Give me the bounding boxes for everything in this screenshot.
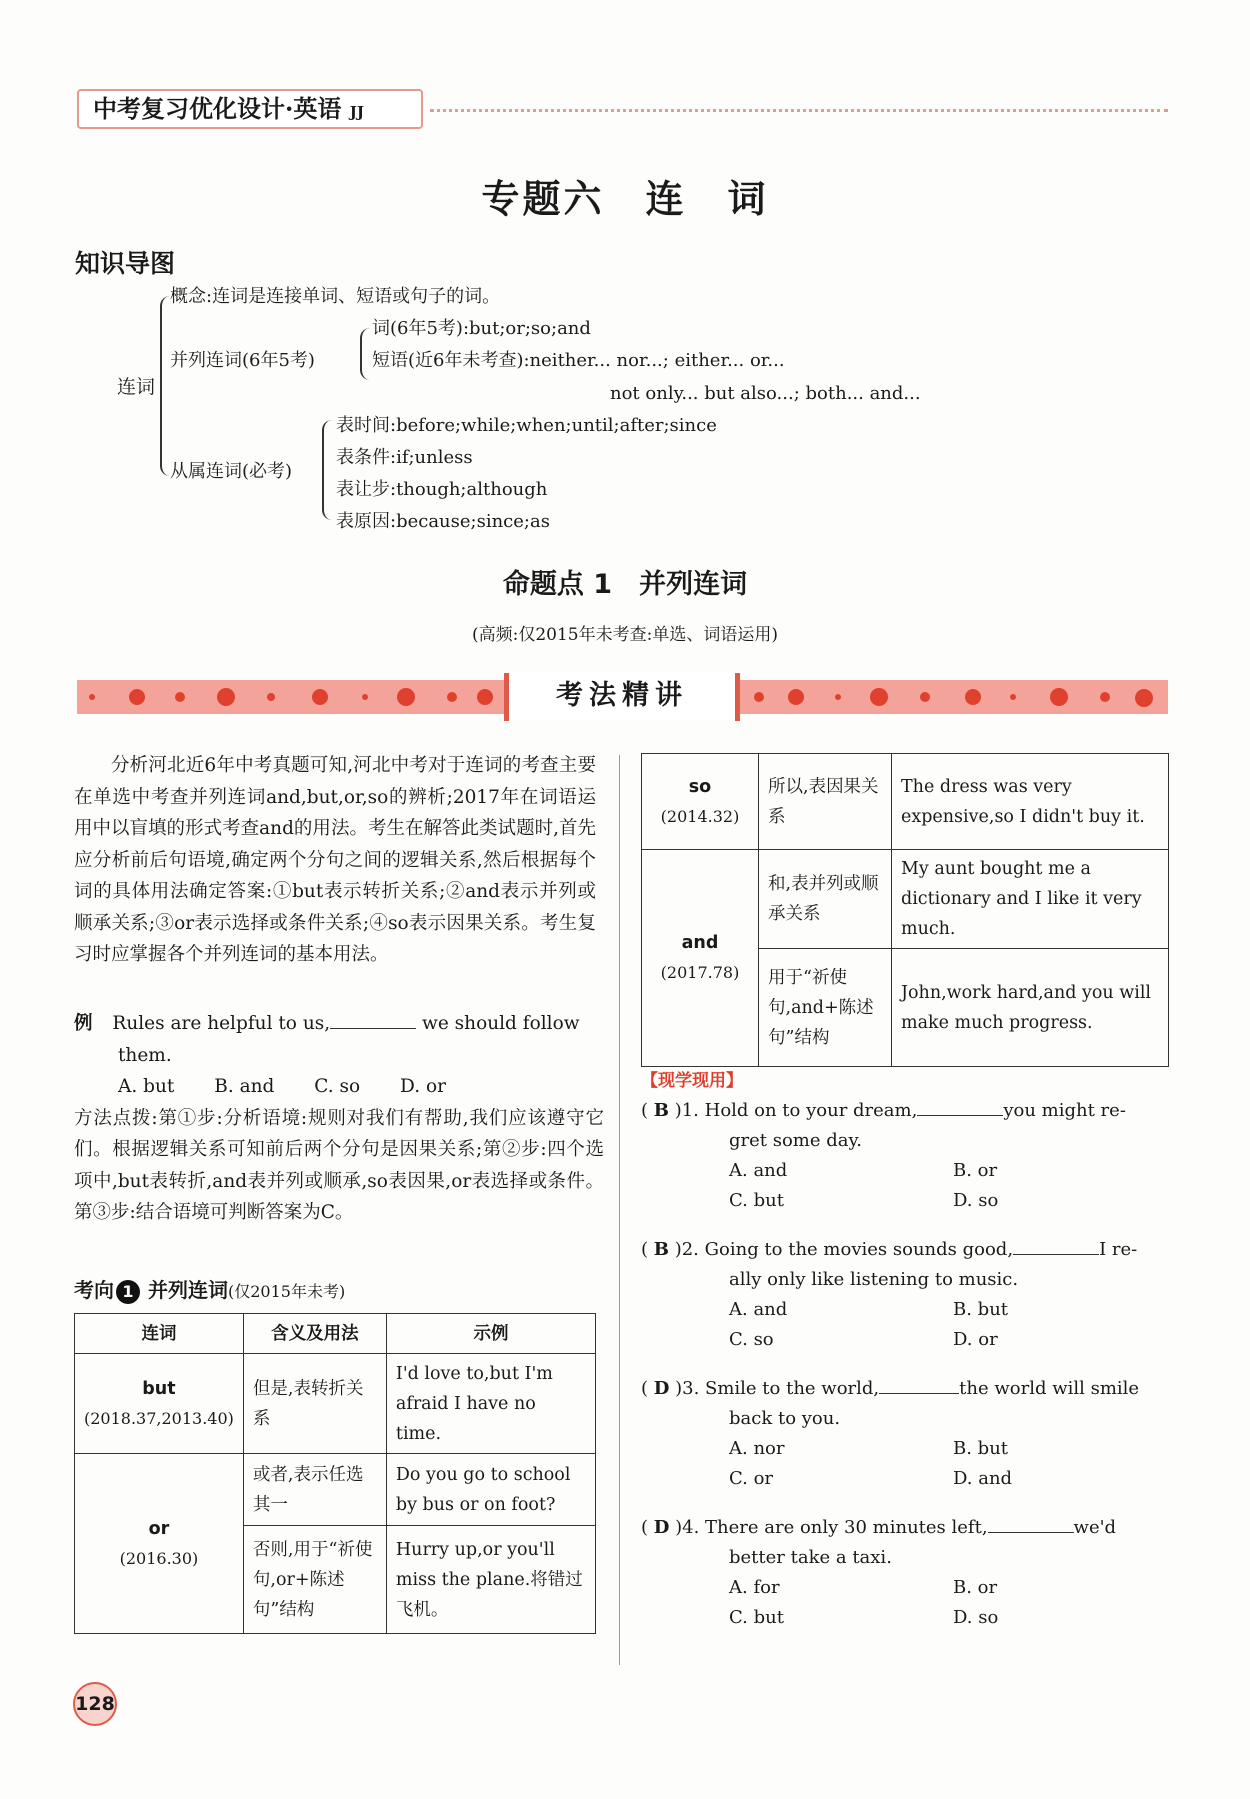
column-divider [619, 755, 620, 1665]
brace-root [160, 296, 172, 476]
book-header: 中考复习优化设计·英语 JJ [77, 89, 423, 129]
mindmap-sub-concession: 表让步:though;although [336, 479, 548, 500]
banner-right [740, 680, 1168, 714]
mindmap-title: 知识导图 [75, 249, 176, 278]
mindmap-coord-label: 并列连词(6年5考) [170, 350, 315, 371]
question-1: ( B )1. Hold on to your dream, you might re- gret some day. A. and B. or C. but D. so [641, 1100, 1126, 1211]
example-blank [330, 1028, 416, 1029]
method-tip: 方法点拨:第①步:分析语境:规则对我们有帮助,我们应该遵守它们。根据逻辑关系可知前后两个分句是因果关系;第②步:四个选项中,but表转折,and表并列或顺承,so表因果,or表选择或条件。第③步:结合语境可判断答案为C。 [74, 1107, 604, 1223]
example-block: 例 Rules are helpful to us, we should follow them. A. but B. and C. so D. or 方法点拨:第①步:分析语境:规则对我们有帮助,我们应该遵守它们。根据逻辑关系可知前后两个分句是因果关系;第②步:四个选项中,but表转折,and表并列或顺承,so表因果,or表选择或条件。第③步:结合语境可判断答案为C。 [74, 1008, 604, 1229]
banner-title: 考法精讲 [504, 673, 740, 721]
mindmap-sub-label: 从属连词(必考) [170, 461, 293, 482]
page-number: 128 [73, 1682, 117, 1726]
mindmap-root: 连词 [117, 376, 156, 398]
question-2: ( B )2. Going to the movies sounds good, I re- ally only like listening to music. A. and B. but C. so D. or [641, 1239, 1138, 1350]
mindmap-coord-phrase2: not only... but also...; both... and... [610, 383, 921, 404]
practice-tag: 【现学现用】 [641, 1071, 743, 1091]
page-title: 专题六 连 词 [481, 176, 769, 221]
mindmap-coord-phrase: 短语(近6年未考查):neither... nor...; either... or... [372, 350, 785, 371]
header-divider [430, 109, 1168, 112]
question-3: ( D )3. Smile to the world, the world will smile back to you. A. nor B. but C. or D. and [641, 1378, 1140, 1489]
mindmap-sub-condition: 表条件:if;unless [336, 447, 473, 468]
direction-title: 考向 1 并列连词(仅2015年未考) [74, 1278, 346, 1302]
point-note: (高频:仅2015年未考查:单选、词语运用) [472, 625, 778, 645]
mindmap-coord-word: 词(6年5考):but;or;so;and [372, 318, 591, 339]
mindmap-sub-reason: 表原因:because;since;as [336, 511, 550, 532]
brace-coord [360, 328, 370, 380]
intro-paragraph: 分析河北近6年中考真题可知,河北中考对于连词的考查主要在单选中考查并列连词and,but,or,so的辨析;2017年在词语运用中以盲填的形式考查and的用法。考生在解答此类试题时,首先应分析前后句语境,确定两个分句之间的逻辑关系,然后根据每个词的具体用法确定答案:①but表示转折关系;②and表示并列或顺承关系;③or表示选择或条件关系;④so表示因果关系。考生复习时应掌握各个并列连词的基本用法。 [74, 755, 596, 965]
mindmap-concept: 概念:连词是连接单词、短语或句子的词。 [170, 286, 501, 307]
brace-sub [322, 420, 332, 520]
banner-left [77, 680, 504, 714]
conjunction-table-right: so (2014.32) 所以,表因果关系 The dress was very expensive,so I didn't buy it. and (2017.78) 和,表并列或顺承关系 My aunt bought me a dictionary and I like it very much. 用于“祈使句,and+陈述句”结构 John,work hard,and you will make much progress. [641, 753, 1169, 1067]
point-title: 命题点 1 并列连词 [502, 569, 748, 600]
conjunction-table-left: 连词 含义及用法 示例 but (2018.37,2013.40) 但是,表转折关系 I'd love to,but I'm afraid I have no time. or (2016.30) 或者,表示任选其一 Do you go to school by bus or on foot? 否则,用于“祈使句,or+陈述句”结构 Hurry up,or you'll miss the plane.将错过飞机。 [74, 1313, 596, 1634]
question-4: ( D )4. There are only 30 minutes left, we'd better take a taxi. A. for B. or C. but D. so [641, 1517, 1117, 1628]
mindmap-sub-time: 表时间:before;while;when;until;after;since [336, 415, 717, 436]
